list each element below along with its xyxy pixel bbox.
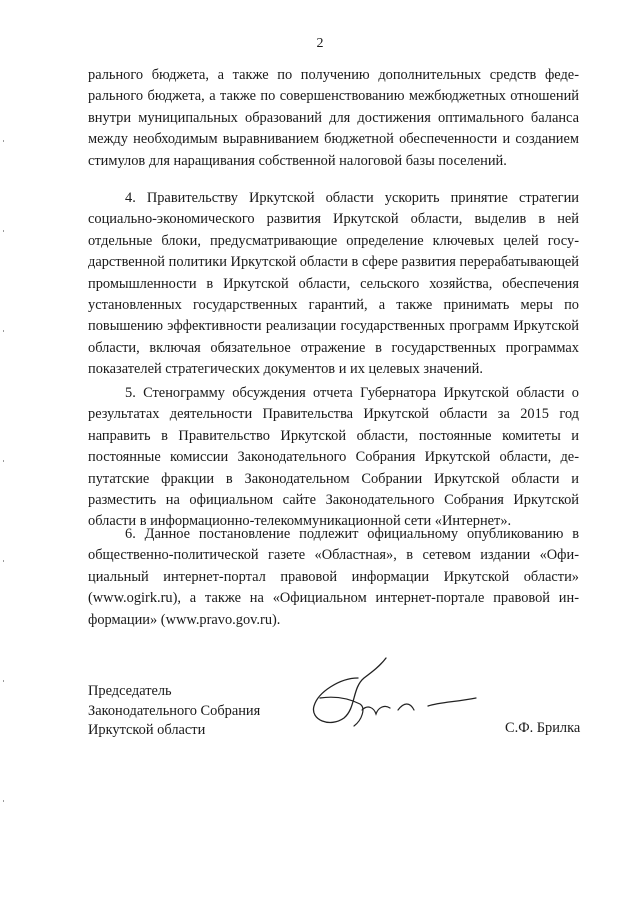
paragraph-item-6: 6. Данное постановление подлежит официальному опубликованию в общественно-политической газете «Областная», в сетевом издании «Официальный интернет-портал правовой информации Иркутской области» (www.ogirk.ru), а также на «Официальном интернет-портале правовой информации» (www.pravo.gov.ru).: [88, 526, 579, 628]
paragraph-item-5: 5. Стенограмму обсуждения отчета Губернатора Иркутской области о результатах деятельности Правительства Иркутской области за 2015 год направить в Правительство Иркутской области, постоянные комитеты и постоянные комиссии Законодательного Собрания Иркутской области, депутатские фракции в Законодательном Собрании Иркутской области и разместить на официальном сайте Законодательного Собрания Иркутской области в информационно-телекоммуникационной сети «Интернет».: [88, 385, 579, 530]
signatory-position-line-1: Председатель: [88, 683, 172, 699]
signatory-position-line-3: Иркутской области: [88, 722, 206, 738]
signatory-position: [88, 682, 260, 741]
scan-margin-dots: [0, 0, 8, 905]
paragraph-continuation: рального бюджета, а также по получению дополнительных средств федерального бюджета, а также по совершенствованию межбюджетных отношений внутри муниципальных образований для достижения оптимального баланса между необходимым выравниванием бюджетной обеспеченности и созданием стимулов для наращивания собственной налоговой базы поселений.: [88, 67, 579, 169]
signatory-position-line-2: Законодательного Собрания: [88, 702, 261, 719]
handwritten-signature: [300, 648, 480, 738]
paragraph-item-4: 4. Правительству Иркутской области ускорить принятие стратегии социально-экономического развития Иркутской области, выделив в ней отдельные блоки, предусматривающие определение ключевых целей государственной политики Иркутской области в сфере развития перерабатывающей промышленности в Иркутской области, сельского хозяйства, обеспечения установленных государственных гарантий, а также принимать меры по повышению эффективности реализации государственных программ Иркутской области, включая обязательное отражение в государственных программах показателей стратегических документов и их целевых значений.: [88, 190, 579, 378]
page-number: 2: [316, 36, 324, 51]
signatory-name: С.Ф. Брилка: [505, 720, 581, 736]
